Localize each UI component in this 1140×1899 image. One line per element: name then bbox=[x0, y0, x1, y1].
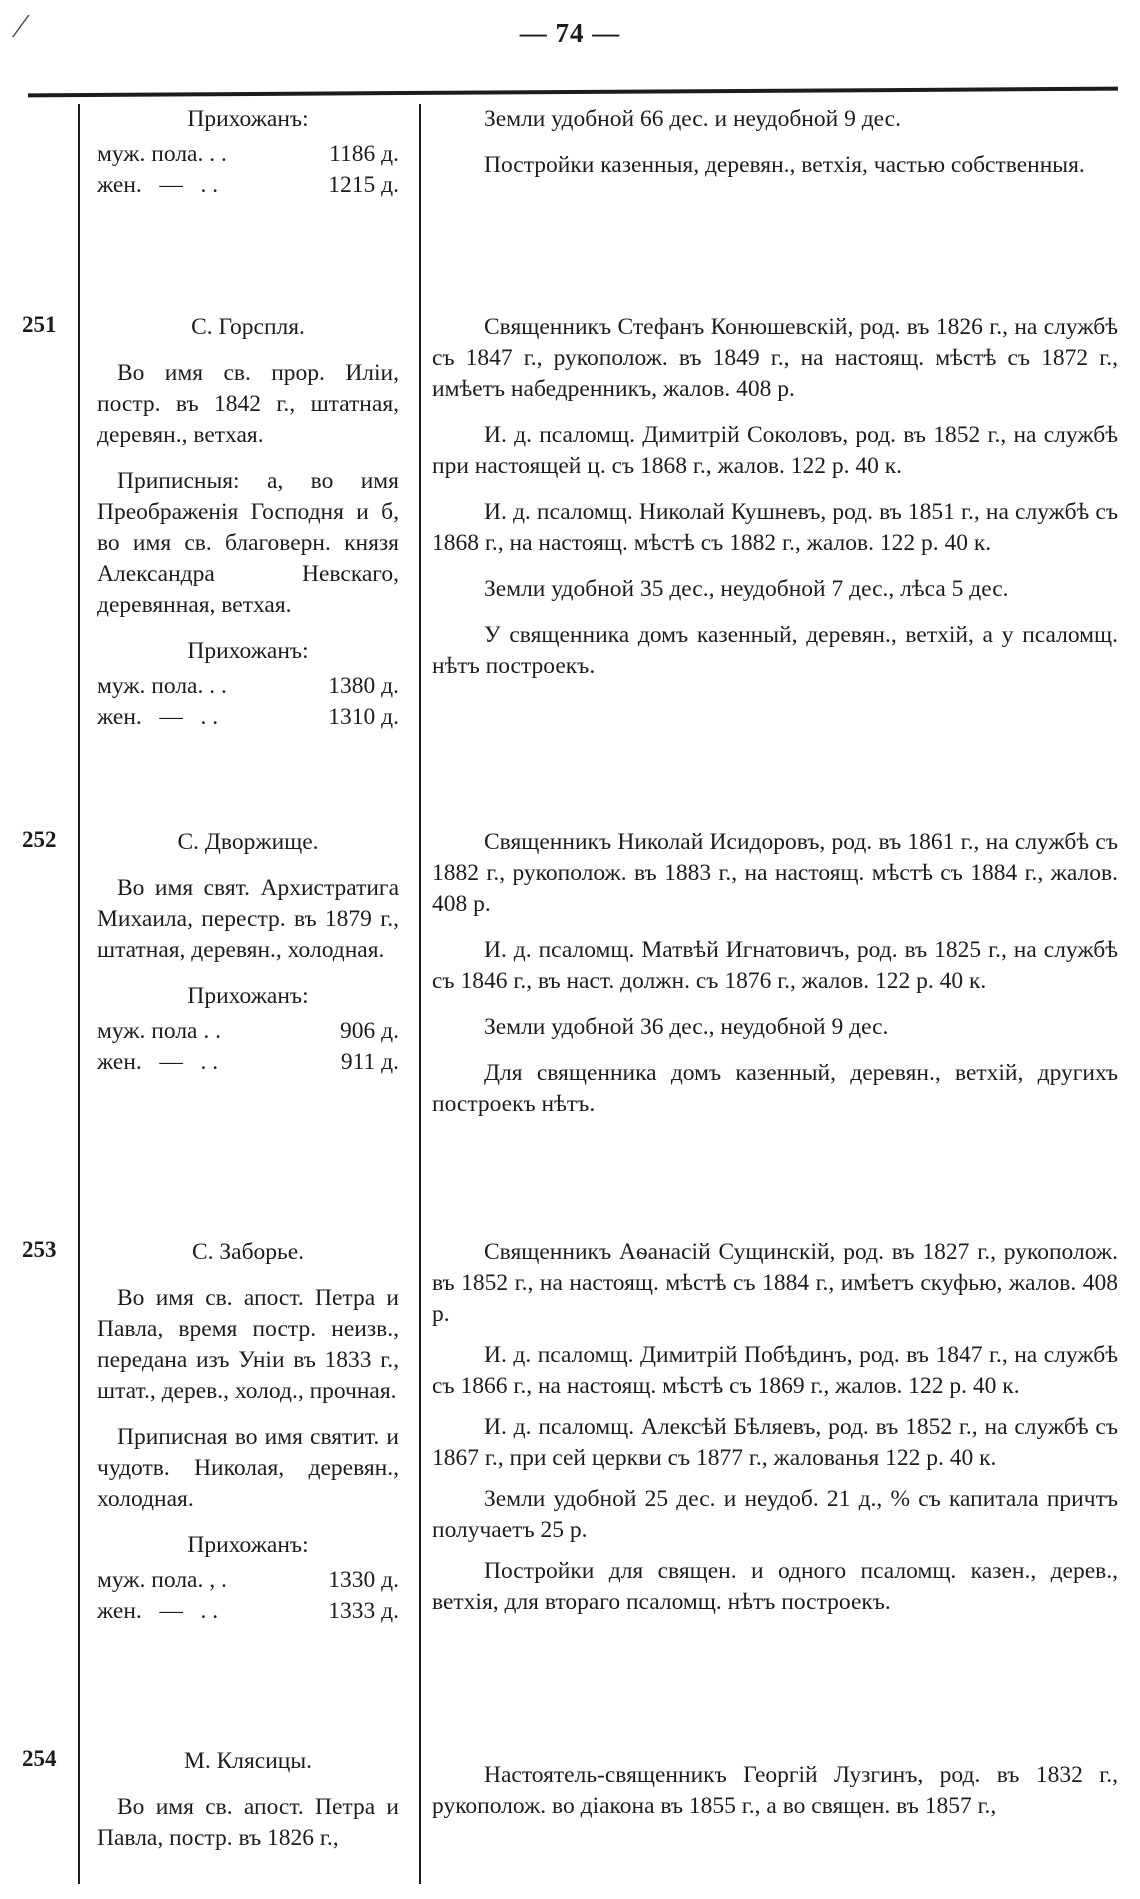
male-value: 1186 д. bbox=[329, 141, 399, 167]
parishioners-male bbox=[97, 1565, 399, 1596]
male-value: 1330 д. bbox=[328, 1567, 399, 1593]
page-number: — 74 — bbox=[519, 18, 621, 48]
place-name: С. Горспля. bbox=[191, 314, 305, 340]
buildings-paragraph: Для священника домъ казенный, деревян., ветхій, другихъ построекъ нѣтъ. bbox=[432, 1060, 1118, 1117]
parishioners-female bbox=[97, 702, 399, 733]
female-value: 1310 д. bbox=[328, 704, 399, 730]
female-label: жен. — . . bbox=[97, 172, 219, 198]
entry-number: 254 bbox=[22, 1746, 57, 1771]
attached-churches: Приписныя: а, во имя Преображенія Господня и б, во имя св. благоверн. князя Александра Невскаго, деревянная, ветхая. bbox=[97, 468, 399, 618]
female-label: жен. — . . bbox=[97, 1598, 219, 1624]
entry-right-column bbox=[432, 312, 1118, 697]
clergy-psalmist-1: И. д. псаломщ. Димитрій Побѣдинъ, род. въ 1847 г., на службѣ съ 1866 г., на настоящ. мѣстѣ съ 1869 г., жалов. 122 р. 40 к. bbox=[432, 1342, 1118, 1399]
female-value: 911 д. bbox=[340, 1049, 399, 1075]
entry-left-column bbox=[97, 312, 399, 733]
page-corner-mark: ⁄ bbox=[18, 8, 24, 45]
parishioners-female bbox=[97, 1047, 399, 1078]
clergy-priest: Священникъ Стефанъ Конюшевскій, род. въ 1826 г., на службѣ съ 1847 г., рукополож. въ 1849 г., на настоящ. мѣстѣ съ 1872 г., имѣетъ набедренникъ, жалов. 408 р. bbox=[432, 314, 1118, 402]
female-label: жен. — . . bbox=[97, 704, 219, 730]
male-value: 906 д. bbox=[340, 1018, 399, 1044]
place-name: М. Клясицы. bbox=[183, 1748, 313, 1774]
entry-left-column bbox=[97, 1746, 399, 1869]
male-label: муж. пола. , . bbox=[97, 1567, 227, 1593]
entry-number: 251 bbox=[22, 312, 57, 337]
clergy-priest: Священникъ Аѳанасій Сущинскій, род. въ 1827 г., рукополож. въ 1852 г., на настоящ. мѣстѣ съ 1884 г., имѣетъ скуфью, жалов. 408 р. bbox=[432, 1239, 1118, 1327]
church-description: Во имя св. прор. Иліи, постр. въ 1842 г., штатная, деревян., ветхая. bbox=[97, 360, 399, 448]
clergy-priest: Настоятель-священникъ Георгій Лузгинъ, род. въ 1832 г., рукополож. во діакона въ 1855 г., а во священ. въ 1857 г., bbox=[432, 1762, 1118, 1819]
entry-left-column bbox=[97, 827, 399, 1078]
male-value: 1380 д. bbox=[328, 673, 399, 699]
church-description: Во имя св. апост. Петра и Павла, время постр. неизв., передана изъ Уніи въ 1833 г., штат., дерев., холод., прочная. bbox=[97, 1285, 399, 1404]
entry-left-column bbox=[97, 1237, 399, 1627]
buildings-paragraph: Постройки казенныя, деревян., ветхія, частью собственныя. bbox=[484, 152, 1085, 178]
place-name: С. Дворжище. bbox=[177, 829, 319, 855]
parishioners-label: Прихожанъ: bbox=[187, 638, 309, 664]
header-rule bbox=[28, 87, 1118, 98]
clergy-priest: Священникъ Николай Исидоровъ, род. въ 1861 г., на службѣ съ 1882 г., рукополож. въ 1883 г., на настоящ. мѣстѣ съ 1884 г., жалов. 408 р. bbox=[432, 829, 1118, 917]
parishioners-male bbox=[97, 139, 399, 170]
buildings-paragraph: Постройки для священ. и одного псаломщ. казен., дерев., ветхія, для втораго псаломщ. нѣтъ построекъ. bbox=[432, 1558, 1118, 1615]
column-rule-left bbox=[78, 104, 80, 1884]
parishioners-male bbox=[97, 1016, 399, 1047]
attached-churches: Приписная во имя святит. и чудотв. Николая, деревян., холодная. bbox=[97, 1424, 399, 1512]
male-label: муж. пола . . bbox=[97, 1018, 221, 1044]
clergy-psalmist-1: И. д. псаломщ. Матвѣй Игнатовичъ, род. въ 1825 г., на службѣ съ 1846 г., въ наст. должн. съ 1876 г., жалов. 122 р. 40 к. bbox=[432, 937, 1118, 994]
column-rule-middle bbox=[419, 104, 421, 1884]
entry-left-column bbox=[97, 104, 399, 201]
entry-right-column bbox=[432, 1237, 1118, 1628]
male-label: муж. пола. . . bbox=[97, 141, 227, 167]
clergy-psalmist-2: И. д. псаломщ. Алексѣй Бѣляевъ, род. въ 1852 г., на службѣ съ 1867 г., при сей церкви съ 1877 г., жалованья 122 р. 40 к. bbox=[432, 1414, 1118, 1471]
church-description: Во имя св. апост. Петра и Павла, постр. въ 1826 г., bbox=[97, 1794, 399, 1851]
parishioners-label: Прихожанъ: bbox=[187, 106, 309, 132]
clergy-psalmist-1: И. д. псаломщ. Димитрій Соколовъ, род. въ 1852 г., на службѣ при настоящей ц. съ 1868 г., жалов. 122 р. 40 к. bbox=[432, 422, 1118, 479]
female-label: жен. — . . bbox=[97, 1049, 219, 1075]
parishioners-female bbox=[97, 170, 399, 201]
entry-right-column bbox=[432, 104, 1118, 196]
land-paragraph: Земли удобной 35 дес., неудобной 7 дес., лѣса 5 дес. bbox=[484, 576, 1009, 602]
entry-right-column bbox=[432, 827, 1118, 1135]
land-paragraph: Земли удобной 36 дес., неудобной 9 дес. bbox=[484, 1014, 889, 1040]
church-description: Во имя свят. Архистратига Михаила, перестр. въ 1879 г., штатная, деревян., холодная. bbox=[97, 875, 399, 963]
land-paragraph: Земли удобной 66 дес. и неудобной 9 дес. bbox=[484, 106, 901, 132]
male-label: муж. пола. . . bbox=[97, 673, 227, 699]
entry-right-column bbox=[432, 1760, 1118, 1837]
land-paragraph: Земли удобной 25 дес. и неудоб. 21 д., % съ капитала причтъ получаетъ 25 р. bbox=[432, 1486, 1118, 1543]
parishioners-male bbox=[97, 671, 399, 702]
parishioners-female bbox=[97, 1596, 399, 1627]
entry-number: 252 bbox=[22, 827, 57, 852]
female-value: 1333 д. bbox=[328, 1598, 399, 1624]
entry-number: 253 bbox=[22, 1237, 57, 1262]
female-value: 1215 д. bbox=[328, 172, 399, 198]
parishioners-label: Прихожанъ: bbox=[187, 1532, 309, 1558]
place-name: С. Заборье. bbox=[191, 1239, 305, 1265]
buildings-paragraph: У священника домъ казенный, деревян., ветхій, а у псаломщ. нѣтъ построекъ. bbox=[432, 622, 1118, 679]
parishioners-label: Прихожанъ: bbox=[187, 983, 309, 1009]
clergy-psalmist-2: И. д. псаломщ. Николай Кушневъ, род. въ 1851 г., на службѣ съ 1868 г., на настоящ. мѣстѣ съ 1882 г., жалов. 122 р. 40 к. bbox=[432, 499, 1118, 556]
